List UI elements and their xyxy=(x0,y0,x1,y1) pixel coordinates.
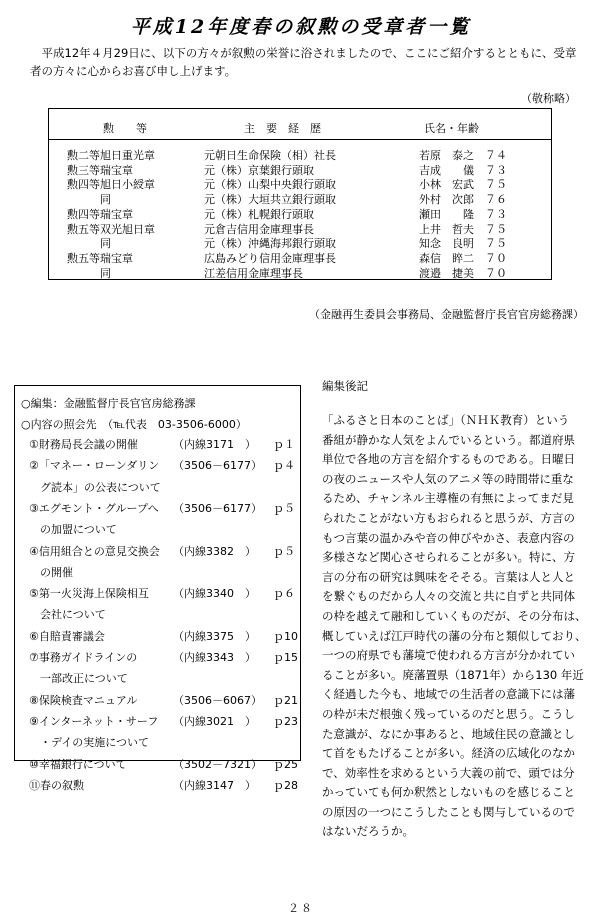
contact-item-phone: （3502－7321） xyxy=(173,757,262,771)
header-career: 主 要 経 歴 xyxy=(244,122,321,135)
contact-item-title: ⑥自賠責審議会 xyxy=(29,629,105,643)
contact-item-title: ⑪春の叙勲 xyxy=(29,778,84,792)
contact-item-title: ③エグモント・グループへ xyxy=(29,501,159,515)
careers-column: 元朝日生命保険（相）社長 元（株）京葉銀行頭取 元（株）山梨中央銀行頭取 元（株）大垣共立銀行頭取 元（株）札幌銀行頭取 元倉吉信用金庫理事長 元（株）沖縄海邦銀行頭取 広島みどり信用金庫理事長 江差信用金庫理事長 xyxy=(204,149,336,280)
inquiry-line: ○内容の照会先 （℡代表 03-3506-6000） xyxy=(21,418,247,431)
contact-item-page: ｐ６ xyxy=(273,587,295,601)
postscript-title: 編集後記 xyxy=(322,379,368,393)
contact-item-title: ④信用組合との意見交換会 xyxy=(29,544,160,558)
postscript-body: 「ふるさと日本のことば」（ＮＨＫ教育）という 番組が静かな人気をよんでいるという。都道府県 単位で各地の方言を紹介するものである。日曜日 の夜のニュースや人気のアニメ等の時間帯に重な るため、チャンネル主導権の有無によってまだ見 られたことがない方もおられると思うが、方言の もつ言葉の温かみや音の伸びやかさ、表意内容の 多様さなど関心させられることが多い。特に、方 言の分布の研究は興味をそそる。言葉は人と人と を繋ぐものだから人々の交流と共に自ずと共同体 の枠を越えて融和していくものだが、その分布は、 概していえば江戸時代の藩の分布と類似しており、 一つの府県でも藩境で使われる方言が分かれてい ることが多い。廃藩置県（1871年）から130 年近 く経過した今も、地域での生活者の意識下には藩 の枠が未だ根強く残っているのだと思う。こうし た意識が、なにか事あると、地域住民の意識とし て首をもたげることが多い。経済の広域化のなか で、効率性を求めるという大義の前で、頭では分 かっていても何か釈然としないものを感じること の原因の一つにこうしたことも関与しているので はないだろうか。 xyxy=(322,413,587,839)
contact-item-continuation: グ読本」の公表について xyxy=(40,480,161,494)
contact-item-title: ⑩幸福銀行について xyxy=(29,757,127,771)
contact-item-title: ⑨インターネット・サーフ xyxy=(29,714,159,728)
contact-box xyxy=(14,385,301,792)
intro-paragraph: 平成12年４月29日に、以下の方々が叙勲の栄誉に浴されましたので、ここにご紹介するとともに、受章者の方々に心からお喜び申し上げます。 xyxy=(30,46,577,78)
awards-column: 勲二等旭日重光章 勲三等瑞宝章 勲四等旭日小綬章 同 勲四等瑞宝章 勲五等双光旭日章 同 勲五等瑞宝章 同 xyxy=(67,149,155,280)
editor-line: ○編集：金融監督庁長官官房総務課 xyxy=(21,397,196,410)
page-title: 平成12年度春の叙勲の受章者一覧 xyxy=(130,16,472,38)
contact-item-page: ｐ25 xyxy=(273,757,298,771)
contact-item-title: ①財務局長会議の開催 xyxy=(29,438,138,451)
names-column: 若原 泰之 ７４ 吉成 儀 ７３ 小林 宏武 ７５ 外村 次郎 ７６ 瀬田 隆 ７３ 上井 哲夫 ７５ 知念 良明 ７５ 森信 睟二 ７０ 渡邉 捷美 ７０ xyxy=(419,149,507,280)
contact-item-phone: （内線3021 ） xyxy=(173,714,256,728)
contact-item-page: ｐ５ xyxy=(273,544,295,558)
contact-item-continuation: の開催 xyxy=(40,565,73,579)
contact-item-title: ②「マネー・ローンダリン xyxy=(29,459,160,473)
contact-item-phone: （内線3382 ） xyxy=(173,544,256,558)
contact-item-page: ｐ１ xyxy=(273,438,295,451)
header-divider xyxy=(49,139,551,140)
contact-item-title: ⑦事務ガイドラインの xyxy=(29,651,138,664)
contact-item-phone: （内線3340 ） xyxy=(173,587,256,601)
contact-item-page: ｐ28 xyxy=(273,778,298,792)
contact-item-page: ｐ10 xyxy=(273,629,298,643)
contact-item-continuation: の加盟について xyxy=(40,523,117,537)
contact-item-continuation: 会社について xyxy=(40,608,106,622)
header-award: 勲 等 xyxy=(103,122,147,135)
contact-item-phone: （内線3343 ） xyxy=(173,651,256,664)
contact-item-page: ｐ15 xyxy=(273,651,298,664)
contact-item-page: ｐ５ xyxy=(273,501,295,515)
contact-item-phone: （3506－6177） xyxy=(173,459,262,473)
contact-item-title: ⑧保険検査マニュアル xyxy=(29,693,138,707)
contact-item-phone: （内線3171 ） xyxy=(173,438,256,451)
honorific-note: （敬称略） xyxy=(521,92,576,105)
contact-item-title: ⑤第一火災海上保険相互 xyxy=(29,587,149,601)
page-number: ２８ xyxy=(288,902,314,915)
contact-item-continuation: ・デイの実施について xyxy=(40,736,150,750)
contact-item-page: ｐ23 xyxy=(273,714,298,728)
contact-item-continuation: 一部改正について xyxy=(40,672,128,686)
contact-item-page: ｐ４ xyxy=(273,459,295,473)
contact-item-page: ｐ21 xyxy=(273,693,298,707)
header-name-age: 氏名・年齢 xyxy=(424,122,479,135)
contact-item-phone: （3506－6067） xyxy=(173,693,262,707)
contact-item-phone: （内線3375 ） xyxy=(173,629,256,643)
contact-item-phone: （内線3147 ） xyxy=(173,778,256,792)
contact-item-phone: （3506－6177） xyxy=(173,501,262,515)
honors-table xyxy=(48,108,552,280)
source-note: （金融再生委員会事務局、金融監督庁長官官房総務課） xyxy=(309,308,584,321)
